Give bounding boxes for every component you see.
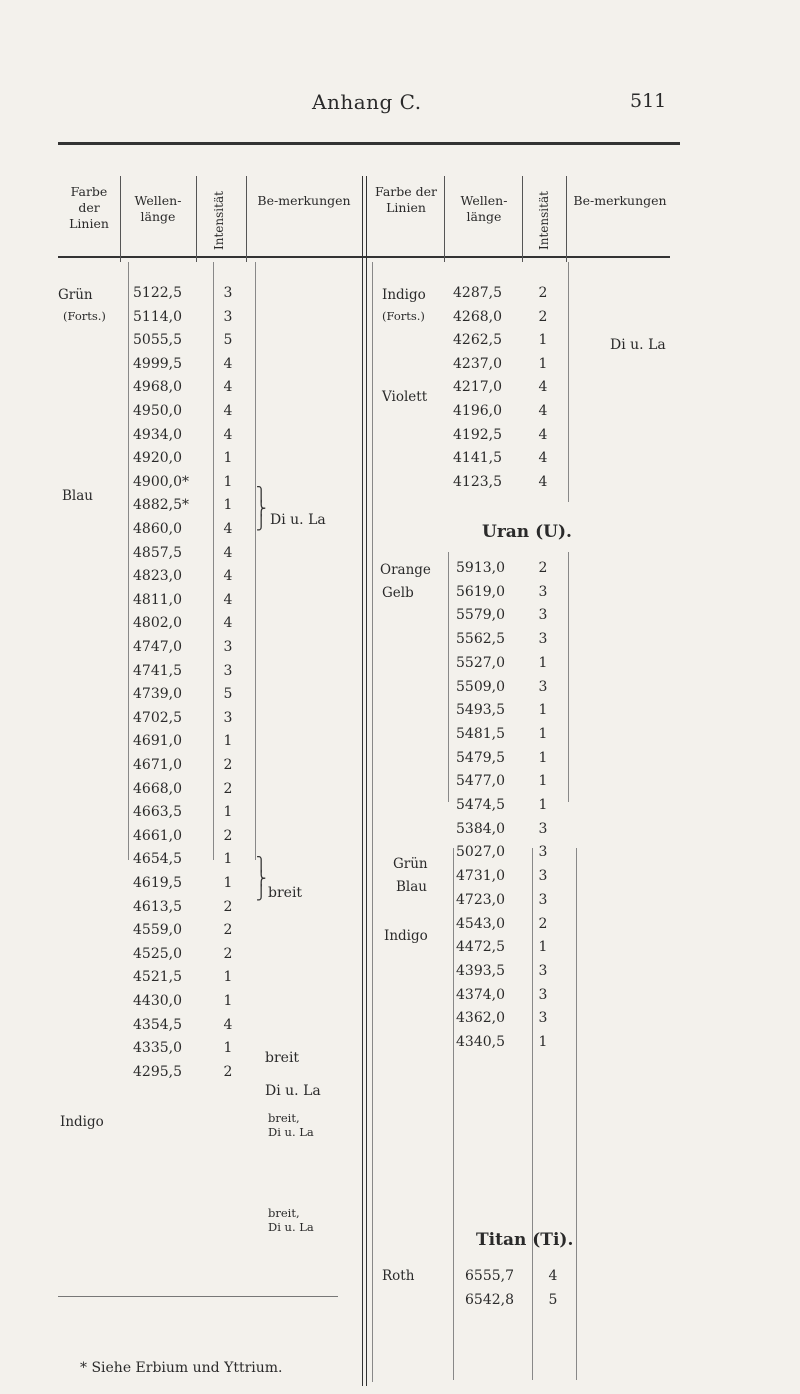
- color-label: (Forts.): [382, 309, 425, 323]
- wavelength-cell: 5114,0: [133, 308, 182, 325]
- intensity-cell: 4: [223, 568, 233, 585]
- wavelength-cell: 4340,5: [456, 1034, 505, 1050]
- header-farbe-left: Farbe der Linien: [69, 184, 109, 231]
- color-label: Roth: [382, 1268, 415, 1284]
- intensity-cell: 4: [223, 426, 233, 443]
- wavelength-cell: 6555,7: [465, 1268, 514, 1284]
- color-label: Grün: [58, 287, 93, 303]
- intensity-cell: 1: [223, 733, 233, 750]
- wavelength-cell: 4823,0: [133, 568, 182, 585]
- intensity-cell: 1: [538, 332, 548, 349]
- header-wellen-right: Wellen-länge: [460, 193, 508, 224]
- wavelength-cell: 4123,5: [453, 473, 502, 490]
- intensity-cell: 3: [223, 285, 233, 301]
- wavelength-cell: 5619,0: [456, 583, 505, 600]
- col-divider: [196, 176, 197, 262]
- intensity-cell: 1: [538, 355, 548, 372]
- color-label: Grün: [393, 856, 428, 872]
- intensity-cell: 5: [223, 332, 233, 349]
- center-double-rule: [366, 176, 367, 1386]
- brace-bracket: ⎫ ⎬ ⎭: [256, 487, 267, 531]
- intensity-cell: 3: [538, 962, 548, 979]
- wavelength-cell: 4525,0: [133, 945, 182, 962]
- col-divider: [566, 176, 567, 262]
- color-label: Indigo: [382, 287, 426, 303]
- col-divider: [576, 848, 577, 1380]
- wavelength-cell: 5122,5: [133, 285, 182, 301]
- intensity-cell: 4: [548, 1268, 558, 1284]
- intensity-cell: 5: [548, 1291, 558, 1308]
- wavelength-cell: 4559,0: [133, 922, 182, 939]
- wavelength-cell: 5384,0: [456, 820, 505, 837]
- remark-breit-di-la: Di u. La: [268, 1125, 314, 1139]
- top-rule: [58, 142, 680, 145]
- color-label: Orange: [380, 562, 431, 578]
- intensity-cell: 4: [223, 591, 233, 608]
- header-bemerkungen-left: Be-merkungen: [257, 193, 351, 208]
- wavelength-cell: 4335,0: [133, 1040, 182, 1057]
- wavelength-cell: 4613,5: [133, 898, 182, 915]
- color-label: Gelb: [382, 585, 414, 601]
- intensity-cell: 3: [538, 1010, 548, 1027]
- intensity-cell: 1: [538, 773, 548, 790]
- col-divider: [522, 176, 523, 262]
- intensity-cell: 3: [538, 868, 548, 885]
- wavelength-cell: 5509,0: [456, 678, 505, 695]
- remark-breit-di-la: Di u. La: [268, 1220, 314, 1234]
- intensity-cell: 2: [538, 285, 548, 301]
- intensity-cell: 1: [223, 851, 233, 868]
- intensity-cell: 2: [223, 922, 233, 939]
- intensity-cell: 1: [223, 993, 233, 1009]
- header-bemerkungen-right: Be-merkungen: [573, 193, 667, 208]
- color-label: Indigo: [384, 928, 428, 944]
- intensity-cell: 1: [538, 654, 548, 671]
- remark-di-la: Di u. La: [610, 337, 666, 353]
- color-label: Blau: [396, 879, 427, 895]
- intensity-cell: 2: [223, 780, 233, 797]
- wavelength-cell: 4811,0: [133, 591, 182, 608]
- intensity-cell: 1: [538, 797, 548, 813]
- wavelength-cell: 4217,0: [453, 379, 502, 396]
- color-label: Indigo: [60, 1114, 104, 1130]
- intensity-cell: 4: [538, 473, 548, 490]
- remark-di-la: Di u. La: [265, 1083, 321, 1099]
- intensity-cell: 4: [223, 615, 233, 632]
- footnote-rule: [58, 1296, 338, 1297]
- col-divider: [444, 176, 445, 262]
- wavelength-cell: 4393,5: [456, 962, 505, 979]
- wavelength-cell: 4968,0: [133, 379, 182, 396]
- wavelength-cell: 4950,0: [133, 403, 182, 419]
- wavelength-cell: 4237,0: [453, 355, 502, 372]
- col-divider: [568, 552, 569, 802]
- wavelength-cell: 5477,0: [456, 773, 505, 790]
- col-divider: [568, 262, 569, 502]
- remark-di-la: Di u. La: [270, 512, 326, 528]
- wavelength-cell: 4934,0: [133, 426, 182, 443]
- wavelength-cell: 5481,5: [456, 725, 505, 742]
- wavelength-cell: 4663,5: [133, 804, 182, 821]
- wavelength-cell: 4668,0: [133, 780, 182, 797]
- wavelength-cell: 5579,0: [456, 607, 505, 624]
- brace-bracket: ⎫ ⎬ ⎭: [256, 857, 267, 901]
- col-divider: [448, 552, 449, 802]
- intensity-cell: 3: [538, 607, 548, 624]
- wavelength-cell: 4739,0: [133, 686, 182, 703]
- color-label: Violett: [382, 389, 428, 405]
- wavelength-cell: 5474,5: [456, 797, 505, 813]
- wavelength-cell: 4430,0: [133, 993, 182, 1009]
- intensity-cell: 4: [538, 450, 548, 467]
- wavelength-cell: 4141,5: [453, 450, 502, 467]
- page-number: 511: [630, 90, 667, 112]
- intensity-cell: 3: [538, 844, 548, 861]
- wavelength-cell: 4374,0: [456, 986, 505, 1003]
- center-double-rule: [362, 176, 363, 1386]
- intensity-cell: 4: [538, 426, 548, 443]
- wavelength-cell: 4671,0: [133, 757, 182, 773]
- intensity-cell: 2: [538, 915, 548, 932]
- intensity-cell: 4: [223, 403, 233, 419]
- col-divider: [246, 176, 247, 262]
- col-divider: [128, 262, 129, 860]
- footnote: * Siehe Erbium und Yttrium.: [80, 1360, 283, 1376]
- intensity-cell: 2: [223, 945, 233, 962]
- intensity-cell: 1: [538, 702, 548, 719]
- intensity-cell: 2: [223, 827, 233, 844]
- color-label: Blau: [62, 488, 93, 504]
- header-intensitaet-right: Intensität: [537, 191, 551, 250]
- wavelength-cell: 4262,5: [453, 332, 502, 349]
- intensity-cell: 1: [223, 1040, 233, 1057]
- wavelength-cell: 5913,0: [456, 560, 505, 576]
- wavelength-cell: 4192,5: [453, 426, 502, 443]
- wavelength-cell: 4362,0: [456, 1010, 505, 1027]
- wavelength-cell: 6542,8: [465, 1291, 514, 1308]
- section-title-uran: Uran (U).: [482, 522, 572, 542]
- wavelength-cell: 4860,0: [133, 521, 182, 537]
- intensity-cell: 3: [538, 631, 548, 648]
- intensity-cell: 2: [223, 898, 233, 915]
- intensity-cell: 1: [223, 875, 233, 891]
- intensity-cell: 4: [223, 521, 233, 537]
- header-intensitaet-left: Intensität: [212, 191, 226, 250]
- intensity-cell: 1: [538, 725, 548, 742]
- header-bottom-rule: [58, 256, 670, 258]
- intensity-cell: 5: [223, 686, 233, 703]
- intensity-cell: 3: [223, 308, 233, 325]
- intensity-cell: 3: [538, 678, 548, 695]
- intensity-cell: 1: [538, 1034, 548, 1050]
- wavelength-cell: 4857,5: [133, 544, 182, 561]
- wavelength-cell: 4295,5: [133, 1063, 182, 1080]
- col-divider: [255, 262, 256, 860]
- color-label: (Forts.): [63, 309, 106, 323]
- wavelength-cell: 4661,0: [133, 827, 182, 844]
- intensity-cell: 3: [223, 639, 233, 655]
- intensity-cell: 4: [223, 1016, 233, 1033]
- col-divider: [453, 848, 454, 1380]
- intensity-cell: 1: [538, 749, 548, 766]
- header-farbe-right: Farbe der Linien: [375, 184, 437, 215]
- wavelength-cell: 4802,0: [133, 615, 182, 632]
- wavelength-cell: 4543,0: [456, 915, 505, 932]
- wavelength-cell: 4619,5: [133, 875, 182, 891]
- intensity-cell: 1: [223, 969, 233, 986]
- intensity-cell: 1: [223, 473, 233, 490]
- intensity-cell: 4: [538, 403, 548, 419]
- wavelength-cell: 5562,5: [456, 631, 505, 648]
- intensity-cell: 4: [223, 379, 233, 396]
- intensity-cell: 3: [223, 662, 233, 679]
- wavelength-cell: 5055,5: [133, 332, 182, 349]
- wavelength-cell: 4731,0: [456, 868, 505, 885]
- col-divider: [372, 262, 373, 1382]
- intensity-cell: 3: [223, 709, 233, 726]
- wavelength-cell: 4882,5*: [133, 497, 189, 514]
- intensity-cell: 4: [223, 355, 233, 372]
- intensity-cell: 3: [538, 986, 548, 1003]
- remark-breit: breit: [268, 885, 303, 901]
- wavelength-cell: 4747,0: [133, 639, 182, 655]
- intensity-cell: 1: [223, 450, 233, 467]
- intensity-cell: 3: [538, 583, 548, 600]
- wavelength-cell: 4741,5: [133, 662, 182, 679]
- intensity-cell: 3: [538, 891, 548, 908]
- intensity-cell: 2: [538, 560, 548, 576]
- header-wellen-left: Wellen-länge: [134, 193, 182, 224]
- wavelength-cell: 4354,5: [133, 1016, 182, 1033]
- wavelength-cell: 4920,0: [133, 450, 182, 467]
- intensity-cell: 1: [538, 939, 548, 956]
- intensity-cell: 1: [223, 804, 233, 821]
- wavelength-cell: 4196,0: [453, 403, 502, 419]
- intensity-cell: 1: [223, 497, 233, 514]
- remark-breit-di-la: breit,: [268, 1111, 300, 1125]
- col-divider: [213, 262, 214, 860]
- wavelength-cell: 4268,0: [453, 308, 502, 325]
- wavelength-cell: 4702,5: [133, 709, 182, 726]
- intensity-cell: 2: [223, 1063, 233, 1080]
- wavelength-cell: 4472,5: [456, 939, 505, 956]
- intensity-cell: 4: [538, 379, 548, 396]
- col-divider: [120, 176, 121, 262]
- intensity-cell: 4: [223, 544, 233, 561]
- wavelength-cell: 4654,5: [133, 851, 182, 868]
- wavelength-cell: 4521,5: [133, 969, 182, 986]
- wavelength-cell: 5027,0: [456, 844, 505, 861]
- wavelength-cell: 4691,0: [133, 733, 182, 750]
- section-title-titan: Titan (Ti).: [476, 1230, 574, 1250]
- intensity-cell: 2: [223, 757, 233, 773]
- wavelength-cell: 5479,5: [456, 749, 505, 766]
- wavelength-cell: 4900,0*: [133, 473, 189, 490]
- remark-breit: breit: [265, 1050, 300, 1066]
- running-title: Anhang C.: [312, 90, 422, 114]
- remark-breit-di-la: breit,: [268, 1206, 300, 1220]
- intensity-cell: 3: [538, 820, 548, 837]
- wavelength-cell: 4723,0: [456, 891, 505, 908]
- wavelength-cell: 4999,5: [133, 355, 182, 372]
- wavelength-cell: 4287,5: [453, 285, 502, 301]
- wavelength-cell: 5527,0: [456, 654, 505, 671]
- intensity-cell: 2: [538, 308, 548, 325]
- wavelength-cell: 5493,5: [456, 702, 505, 719]
